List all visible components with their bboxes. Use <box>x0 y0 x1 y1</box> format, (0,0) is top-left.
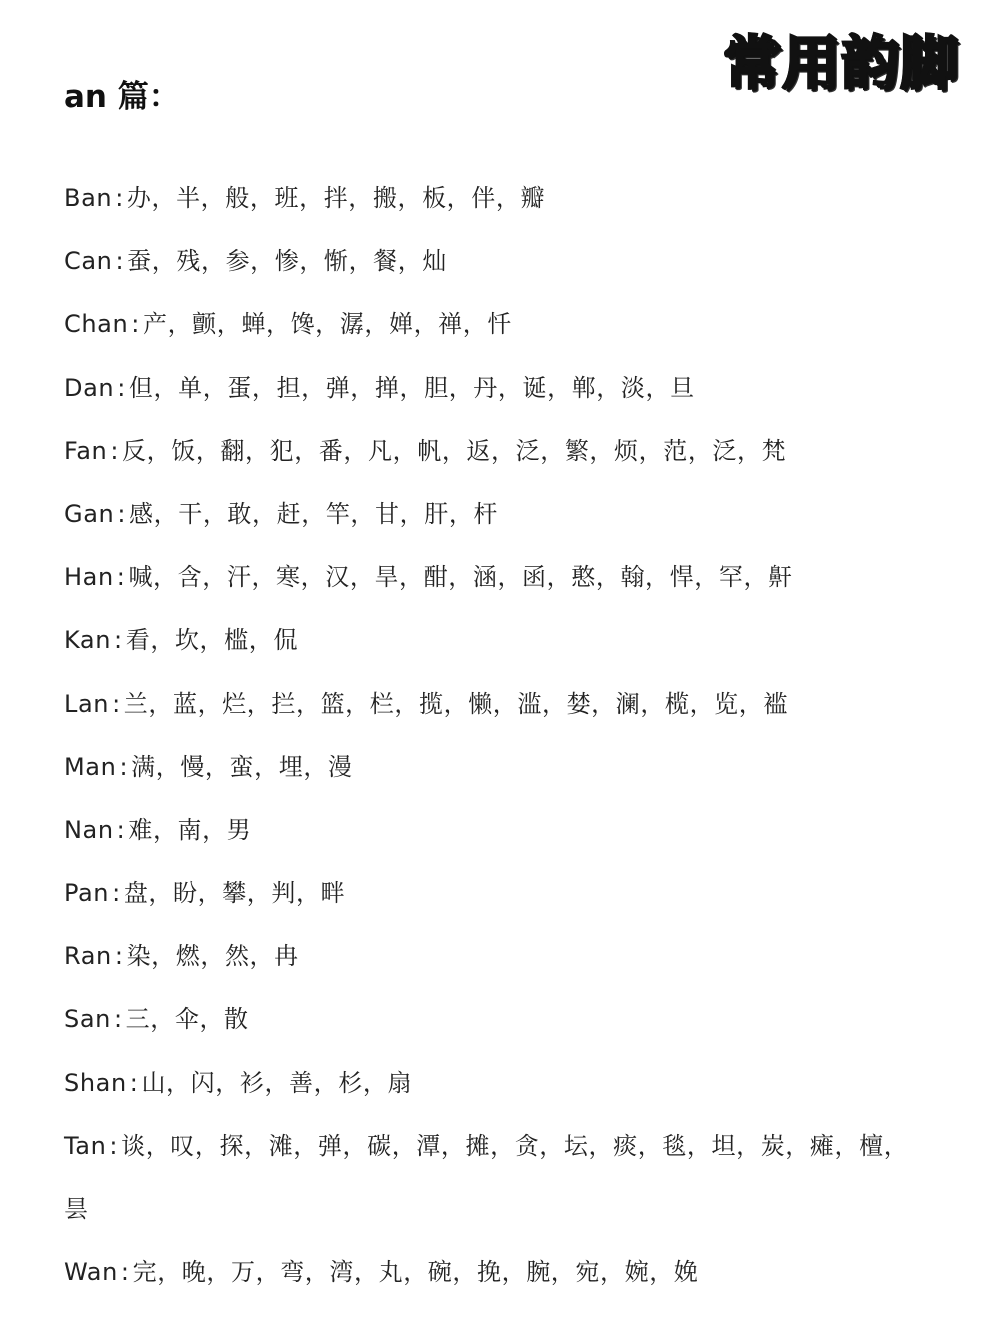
section-heading: an 篇： <box>64 79 180 115</box>
syllable-label: Ban <box>64 184 113 212</box>
rhyme-characters: 盘，盼，攀，判，畔 <box>123 879 346 908</box>
rhyme-row-kan <box>64 620 944 683</box>
syllable-label: Pan <box>64 879 110 908</box>
rhyme-characters: 蚕，残，参，惨，惭，餐，灿 <box>127 247 447 276</box>
separator: : <box>120 1258 130 1287</box>
rhyme-characters: 办，半，般，班，拌，搬，板，伴，瓣 <box>126 184 546 212</box>
rhyme-row-ran <box>64 936 944 999</box>
rhyme-row-tan-continued <box>64 1189 944 1252</box>
syllable-label: Kan <box>64 626 112 655</box>
rhyme-row-dan <box>64 368 944 431</box>
rhyme-characters: 但，单，蛋，担，弹，掸，胆，丹，诞，郸，淡，旦 <box>128 373 695 402</box>
separator: : <box>112 879 121 908</box>
separator: : <box>113 1005 123 1034</box>
syllable-label: Chan <box>64 310 129 339</box>
rhyme-row-pan <box>64 873 944 936</box>
rhyme-characters: 感，干，敢，赶，竿，甘，肝，杆 <box>129 499 499 528</box>
page-title-badge: 常用韵脚 <box>722 29 959 97</box>
rhyme-characters: 山，闪，衫，善，杉，扇 <box>141 1068 413 1097</box>
rhyme-row-san <box>64 999 944 1062</box>
syllable-label: Fan <box>64 436 108 465</box>
rhyme-characters: 满，慢，蛮，埋，漫 <box>131 752 353 781</box>
rhyme-row-fan <box>64 431 944 494</box>
syllable-label: Man <box>64 752 117 781</box>
rhyme-row-tan <box>64 1126 944 1189</box>
separator: : <box>129 1068 139 1097</box>
rhyme-row-can <box>64 241 944 304</box>
syllable-label: Ran <box>64 942 112 971</box>
syllable-label: Dan <box>64 373 115 402</box>
rhyme-characters: 三，伞，散 <box>125 1005 249 1034</box>
syllable-label: Han <box>64 563 114 592</box>
syllable-label: Nan <box>64 815 114 844</box>
rhyme-characters: 产，颤，蝉，馋，潺，婵，禅，忏 <box>142 310 512 339</box>
separator: : <box>110 436 120 465</box>
rhyme-row-lan <box>64 684 944 747</box>
rhyme-characters: 兰，蓝，烂，拦，篮，栏，揽，懒，滥，婪，澜，榄，览，褴 <box>123 689 788 718</box>
rhyme-characters: 难，南，男 <box>128 815 252 844</box>
rhyme-list <box>64 178 944 1315</box>
rhyme-row-shan <box>64 1063 944 1126</box>
syllable-label: Tan <box>64 1131 107 1160</box>
syllable-label: Lan <box>64 689 110 718</box>
syllable-label: Wan <box>64 1258 118 1287</box>
separator: : <box>115 247 125 276</box>
syllable-label: San <box>64 1005 111 1034</box>
rhyme-row-chan <box>64 304 944 367</box>
rhyme-characters: 昙 <box>64 1195 89 1223</box>
separator: : <box>114 626 123 655</box>
separator: : <box>116 815 126 844</box>
separator: : <box>115 184 124 212</box>
separator: : <box>114 942 124 971</box>
syllable-label: Can <box>64 247 113 276</box>
rhyme-row-ban <box>64 178 944 241</box>
rhyme-characters: 看，坎，槛，侃 <box>125 626 298 655</box>
separator: : <box>116 563 126 592</box>
rhyme-row-han <box>64 557 944 620</box>
rhyme-characters: 谈，叹，探，滩，弹，碳，潭，摊，贪，坛，痰，毯，坦，炭，瘫，檀， <box>121 1131 909 1160</box>
separator: : <box>117 499 127 528</box>
separator: : <box>119 752 129 781</box>
rhyme-row-wan <box>64 1252 944 1315</box>
rhyme-row-man <box>64 747 944 810</box>
separator: : <box>109 1131 119 1160</box>
separator: : <box>117 373 126 402</box>
rhyme-row-gan <box>64 494 944 557</box>
syllable-label: Shan <box>64 1068 127 1097</box>
rhyme-characters: 反，饭，翻，犯，番，凡，帆，返，泛，繁，烦，范，泛，梵 <box>122 436 787 465</box>
rhyme-row-nan <box>64 810 944 873</box>
rhyme-characters: 染，燃，然，冉 <box>126 942 299 971</box>
separator: : <box>131 310 140 339</box>
separator: : <box>112 689 121 718</box>
rhyme-characters: 完，晚，万，弯，湾，丸，碗，挽，腕，宛，婉，娩 <box>132 1258 699 1287</box>
syllable-label: Gan <box>64 499 115 528</box>
rhyme-characters: 喊，含，汗，寒，汉，旱，酣，涵，函，憨，翰，悍，罕，鼾 <box>128 563 793 592</box>
